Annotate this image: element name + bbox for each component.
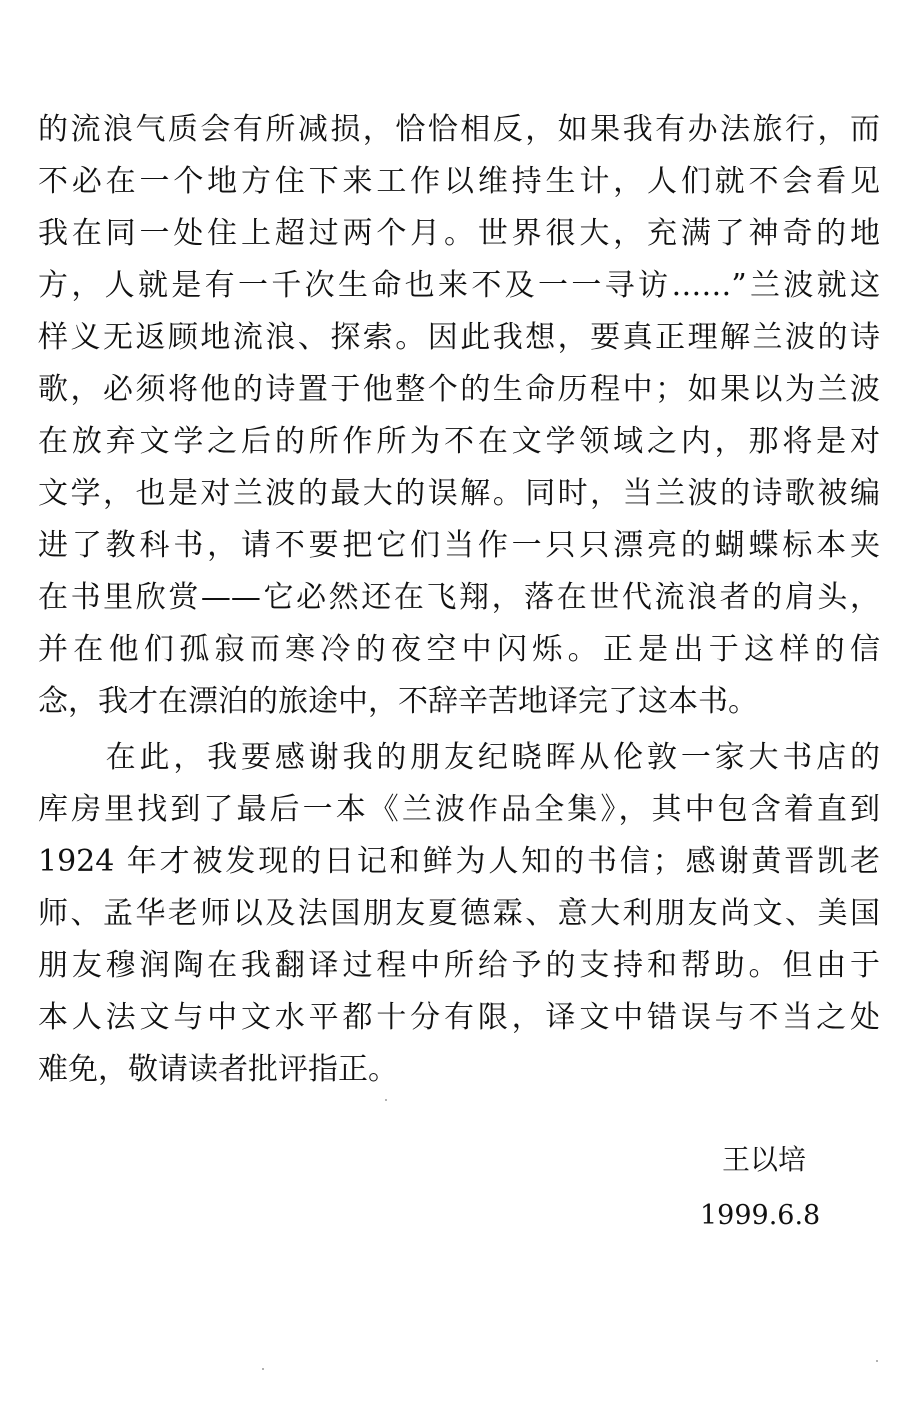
text-line: 在放弃文学之后的所作所为不在文学领域之内，那将是对 [38, 424, 880, 459]
text-line: 难免，敬请读者批评指正。 [38, 1052, 398, 1087]
text-line: 的流浪气质会有所减损，恰恰相反，如果我有办法旅行，而 [38, 112, 880, 147]
paragraph-2 [38, 732, 880, 1096]
text-line: 朋友穆润陶在我翻译过程中所给予的支持和帮助。但由于 [38, 948, 880, 983]
text-line: 念，我才在漂泊的旅途中，不辞辛苦地译完了这本书。 [38, 684, 758, 719]
signature-block [700, 1138, 860, 1238]
text-line: 本人法文与中文水平都十分有限，译文中错误与不当之处 [38, 1000, 880, 1035]
paragraph-1 [38, 104, 880, 728]
text-line: 文学，也是对兰波的最大的误解。同时，当兰波的诗歌被编 [38, 476, 880, 511]
body-text [38, 104, 880, 1096]
text-line: 师、孟华老师以及法国朋友夏德霖、意大利朋友尚文、美国 [38, 896, 880, 931]
scan-speck [262, 1368, 264, 1370]
scan-speck [385, 1099, 387, 1101]
text-line: 方，人就是有一千次生命也来不及一一寻访……”兰波就这 [38, 268, 880, 303]
author-name: 王以培 [722, 1143, 807, 1176]
text-line: 1924 年才被发现的日记和鲜为人知的书信；感谢黄晋凯老 [38, 844, 880, 879]
text-line: 在此，我要感谢我的朋友纪晓晖从伦敦一家大书店的 [38, 740, 880, 775]
text-line: 不必在一个地方住下来工作以维持生计，人们就不会看见 [38, 164, 880, 199]
text-line: 歌，必须将他的诗置于他整个的生命历程中；如果以为兰波 [38, 372, 880, 407]
signature-date: 1999.6.8 [700, 1200, 821, 1231]
text-line: 进了教科书，请不要把它们当作一只只漂亮的蝴蝶标本夹 [38, 528, 880, 563]
scan-speck [876, 1360, 878, 1362]
text-line: 在书里欣赏——它必然还在飞翔，落在世代流浪者的肩头， [38, 580, 880, 615]
text-line: 库房里找到了最后一本《兰波作品全集》，其中包含着直到 [38, 792, 880, 827]
text-line: 并在他们孤寂而寒冷的夜空中闪烁。正是出于这样的信 [38, 632, 880, 667]
text-line: 我在同一处住上超过两个月。世界很大，充满了神奇的地 [38, 216, 880, 251]
text-line: 样义无返顾地流浪、探索。因此我想，要真正理解兰波的诗 [38, 320, 880, 355]
